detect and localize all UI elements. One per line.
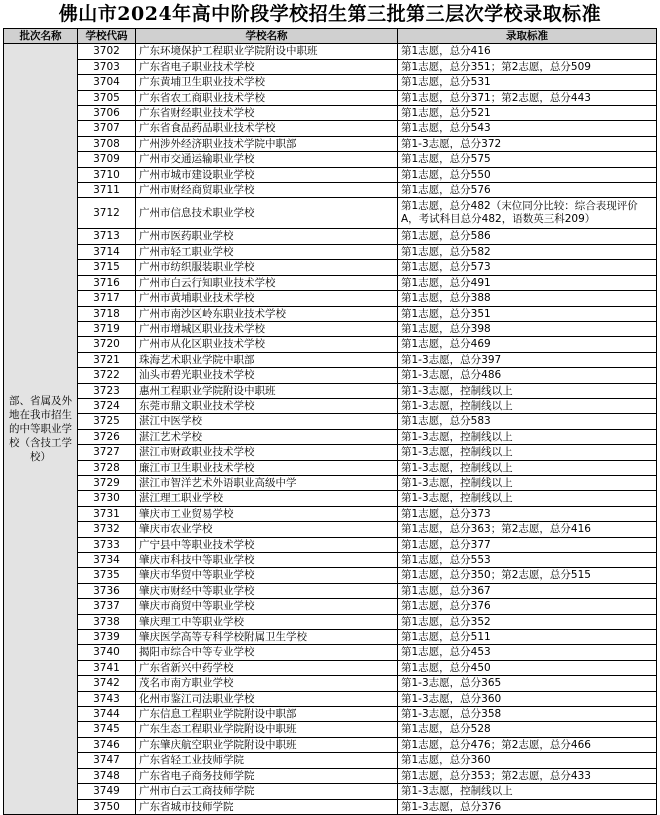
school-code-cell: 3704 [78, 75, 136, 90]
admission-standard-cell: 第1志愿，总分476；第2志愿，总分466 [398, 737, 657, 752]
school-name-cell: 广东省财经职业技术学校 [136, 106, 398, 121]
table-row [4, 337, 657, 352]
table-row [4, 522, 657, 537]
admission-standard-cell: 第1志愿，总分367 [398, 583, 657, 598]
school-name-cell: 广东省食品药品职业技术学校 [136, 121, 398, 136]
school-name-cell: 广州市从化区职业技术学校 [136, 337, 398, 352]
school-code-cell: 3732 [78, 522, 136, 537]
admission-standard-cell: 第1志愿，总分351 [398, 306, 657, 321]
school-code-cell: 3705 [78, 90, 136, 105]
table-row [4, 630, 657, 645]
table-row [4, 784, 657, 799]
admission-standard-cell: 第1-3志愿，总分360 [398, 691, 657, 706]
admission-standard-cell: 第1志愿，总分450 [398, 660, 657, 675]
school-name-cell: 肇庆市财经中等职业学校 [136, 583, 398, 598]
admission-standard-cell: 第1志愿，总分573 [398, 260, 657, 275]
school-name-cell: 广东环境保护工程职业学院附设中职班 [136, 44, 398, 59]
school-name-cell: 广州市增城区职业技术学校 [136, 321, 398, 336]
admission-standard-cell: 第1志愿，总分575 [398, 152, 657, 167]
admission-standard-cell: 第1志愿，总分350；第2志愿，总分515 [398, 568, 657, 583]
school-name-cell: 揭阳市综合中等专业学校 [136, 645, 398, 660]
school-code-cell: 3717 [78, 291, 136, 306]
admission-standard-cell: 第1志愿，总分482（末位同分比较：综合表现评价A，考试科目总分482，语数英三科209） [398, 198, 657, 229]
school-name-cell: 广州市纺织服装职业学校 [136, 260, 398, 275]
school-name-cell: 广州市财经商贸职业学校 [136, 183, 398, 198]
school-code-cell: 3729 [78, 475, 136, 490]
table-row [4, 475, 657, 490]
table-row [4, 599, 657, 614]
admission-standard-cell: 第1志愿，总分586 [398, 229, 657, 244]
school-name-cell: 广州涉外经济职业技术学院中职部 [136, 136, 398, 151]
batch-category-cell: 部、省属及外地在我市招生的中等职业学校（含技工学校） [4, 44, 78, 815]
school-code-cell: 3720 [78, 337, 136, 352]
table-row [4, 167, 657, 182]
school-code-cell: 3727 [78, 445, 136, 460]
admission-standard-cell: 第1志愿，总分531 [398, 75, 657, 90]
school-name-cell: 广州市交通运输职业学校 [136, 152, 398, 167]
school-name-cell: 湛江市财政职业技术学校 [136, 445, 398, 460]
header-school-name: 学校名称 [136, 29, 398, 44]
table-row [4, 59, 657, 74]
header-row [4, 29, 657, 44]
table-row [4, 691, 657, 706]
school-code-cell: 3743 [78, 691, 136, 706]
school-name-cell: 肇庆医学高等专科学校附属卫生学校 [136, 630, 398, 645]
admission-standard-cell: 第1志愿，总分511 [398, 630, 657, 645]
admission-standard-cell: 第1志愿，总分351；第2志愿，总分509 [398, 59, 657, 74]
admission-standard-cell: 第1志愿，总分550 [398, 167, 657, 182]
admission-standard-cell: 第1志愿，总分582 [398, 244, 657, 259]
school-code-cell: 3716 [78, 275, 136, 290]
school-name-cell: 湛江艺术学校 [136, 429, 398, 444]
table-row [4, 737, 657, 752]
table-row [4, 275, 657, 290]
admission-standard-cell: 第1志愿，总分353；第2志愿，总分433 [398, 768, 657, 783]
table-row [4, 660, 657, 675]
school-name-cell: 湛江中医学校 [136, 414, 398, 429]
table-row [4, 537, 657, 552]
school-code-cell: 3740 [78, 645, 136, 660]
admission-standard-cell: 第1-3志愿，总分486 [398, 368, 657, 383]
school-name-cell: 东莞市鼎文职业技术学校 [136, 398, 398, 413]
school-code-cell: 3750 [78, 799, 136, 814]
table-row [4, 136, 657, 151]
admission-standard-cell: 第1志愿，总分398 [398, 321, 657, 336]
admission-standard-cell: 第1志愿，总分388 [398, 291, 657, 306]
table-row [4, 414, 657, 429]
table-row [4, 291, 657, 306]
admission-standard-cell: 第1志愿，总分371；第2志愿，总分443 [398, 90, 657, 105]
school-name-cell: 广州市信息技术职业学校 [136, 198, 398, 229]
table-row [4, 44, 657, 59]
school-name-cell: 广州市南沙区岭东职业技术学校 [136, 306, 398, 321]
table-row [4, 398, 657, 413]
admission-standard-cell: 第1志愿，总分576 [398, 183, 657, 198]
table-row [4, 244, 657, 259]
school-name-cell: 广州市白云工商技师学院 [136, 784, 398, 799]
admission-standard-cell: 第1志愿，总分376 [398, 599, 657, 614]
admission-standard-cell: 第1志愿，总分453 [398, 645, 657, 660]
admission-standard-cell: 第1-3志愿，总分372 [398, 136, 657, 151]
admission-standard-cell: 第1-3志愿，总分358 [398, 707, 657, 722]
school-name-cell: 广东省新兴中药学校 [136, 660, 398, 675]
admission-standard-cell: 第1志愿，总分469 [398, 337, 657, 352]
school-code-cell: 3718 [78, 306, 136, 321]
school-code-cell: 3739 [78, 630, 136, 645]
admission-standard-cell: 第1志愿，总分377 [398, 537, 657, 552]
school-name-cell: 广东肇庆航空职业学院附设中职班 [136, 737, 398, 752]
school-code-cell: 3735 [78, 568, 136, 583]
table-row [4, 352, 657, 367]
school-code-cell: 3748 [78, 768, 136, 783]
school-code-cell: 3733 [78, 537, 136, 552]
table-row [4, 645, 657, 660]
school-code-cell: 3723 [78, 383, 136, 398]
school-name-cell: 湛江理工职业学校 [136, 491, 398, 506]
school-code-cell: 3712 [78, 198, 136, 229]
admission-standard-cell: 第1-3志愿，总分365 [398, 676, 657, 691]
admission-standard-cell: 第1-3志愿，控制线以上 [398, 784, 657, 799]
school-name-cell: 广州市城市建设职业学校 [136, 167, 398, 182]
school-name-cell: 惠州工程职业学院附设中职班 [136, 383, 398, 398]
header-code: 学校代码 [78, 29, 136, 44]
school-name-cell: 肇庆市科技中等职业学校 [136, 553, 398, 568]
table-row [4, 553, 657, 568]
table-row [4, 583, 657, 598]
table-row [4, 614, 657, 629]
admission-standard-cell: 第1志愿，总分491 [398, 275, 657, 290]
school-code-cell: 3749 [78, 784, 136, 799]
admission-standard-cell: 第1-3志愿，控制线以上 [398, 445, 657, 460]
school-code-cell: 3742 [78, 676, 136, 691]
school-code-cell: 3741 [78, 660, 136, 675]
admission-standard-cell: 第1-3志愿，总分397 [398, 352, 657, 367]
school-code-cell: 3730 [78, 491, 136, 506]
admission-standard-cell: 第1-3志愿，总分376 [398, 799, 657, 814]
table-row [4, 75, 657, 90]
admission-standard-cell: 第1志愿，总分352 [398, 614, 657, 629]
admission-standard-cell: 第1-3志愿，控制线以上 [398, 398, 657, 413]
school-code-cell: 3719 [78, 321, 136, 336]
school-code-cell: 3713 [78, 229, 136, 244]
school-code-cell: 3702 [78, 44, 136, 59]
school-name-cell: 肇庆市华贸中等职业学校 [136, 568, 398, 583]
school-name-cell: 广东省城市技师学院 [136, 799, 398, 814]
school-name-cell: 广宁县中等职业技术学校 [136, 537, 398, 552]
school-name-cell: 珠海艺术职业学院中职部 [136, 352, 398, 367]
admission-standard-cell: 第1志愿，总分583 [398, 414, 657, 429]
table-row [4, 460, 657, 475]
school-code-cell: 3737 [78, 599, 136, 614]
school-name-cell: 茂名市南方职业学校 [136, 676, 398, 691]
table-row [4, 568, 657, 583]
school-code-cell: 3747 [78, 753, 136, 768]
school-name-cell: 广东省电子职业技术学校 [136, 59, 398, 74]
admission-standard-cell: 第1-3志愿，控制线以上 [398, 460, 657, 475]
school-code-cell: 3710 [78, 167, 136, 182]
school-code-cell: 3711 [78, 183, 136, 198]
school-name-cell: 广州市白云行知职业技术学校 [136, 275, 398, 290]
school-code-cell: 3736 [78, 583, 136, 598]
school-code-cell: 3714 [78, 244, 136, 259]
admission-standard-cell: 第1志愿，总分363；第2志愿，总分416 [398, 522, 657, 537]
table-row [4, 152, 657, 167]
school-code-cell: 3725 [78, 414, 136, 429]
table-row [4, 368, 657, 383]
school-code-cell: 3731 [78, 506, 136, 521]
school-name-cell: 肇庆市商贸中等职业学校 [136, 599, 398, 614]
school-code-cell: 3734 [78, 553, 136, 568]
table-row [4, 321, 657, 336]
table-row [4, 90, 657, 105]
school-name-cell: 广东省农工商职业技术学校 [136, 90, 398, 105]
table-row [4, 260, 657, 275]
admission-standard-cell: 第1志愿，总分373 [398, 506, 657, 521]
school-name-cell: 廉江市卫生职业技术学校 [136, 460, 398, 475]
header-batch: 批次名称 [4, 29, 78, 44]
admission-standard-cell: 第1志愿，总分521 [398, 106, 657, 121]
admission-table [3, 28, 657, 815]
table-row [4, 198, 657, 229]
school-code-cell: 3703 [78, 59, 136, 74]
school-code-cell: 3721 [78, 352, 136, 367]
table-row [4, 707, 657, 722]
table-row [4, 445, 657, 460]
school-name-cell: 汕头市碧光职业技术学校 [136, 368, 398, 383]
admission-standard-cell: 第1-3志愿，控制线以上 [398, 429, 657, 444]
table-row [4, 799, 657, 814]
page-title: 佛山市2024年高中阶段学校招生第三批第三层次学校录取标准 [58, 3, 602, 25]
school-name-cell: 化州市鉴江司法职业学校 [136, 691, 398, 706]
school-name-cell: 广东省轻工业技师学院 [136, 753, 398, 768]
school-name-cell: 广东生态工程职业学院附设中职班 [136, 722, 398, 737]
school-code-cell: 3726 [78, 429, 136, 444]
school-code-cell: 3738 [78, 614, 136, 629]
header-standard: 录取标准 [398, 29, 657, 44]
table-row [4, 429, 657, 444]
admission-standard-cell: 第1志愿，总分360 [398, 753, 657, 768]
table-row [4, 676, 657, 691]
table-row [4, 183, 657, 198]
school-name-cell: 广东信息工程职业学院附设中职部 [136, 707, 398, 722]
school-code-cell: 3744 [78, 707, 136, 722]
school-name-cell: 肇庆市工业贸易学校 [136, 506, 398, 521]
school-code-cell: 3745 [78, 722, 136, 737]
school-name-cell: 广州市医药职业学校 [136, 229, 398, 244]
school-name-cell: 广州市轻工职业学校 [136, 244, 398, 259]
school-name-cell: 广州市黄埔职业技术学校 [136, 291, 398, 306]
school-code-cell: 3707 [78, 121, 136, 136]
table-row [4, 106, 657, 121]
school-code-cell: 3706 [78, 106, 136, 121]
school-name-cell: 肇庆市农业学校 [136, 522, 398, 537]
admission-standard-cell: 第1志愿，总分528 [398, 722, 657, 737]
admission-standard-cell: 第1-3志愿，控制线以上 [398, 491, 657, 506]
admission-standard-cell: 第1-3志愿，控制线以上 [398, 383, 657, 398]
table-row [4, 383, 657, 398]
school-code-cell: 3708 [78, 136, 136, 151]
school-name-cell: 肇庆理工中等职业学校 [136, 614, 398, 629]
table-row [4, 506, 657, 521]
admission-standard-cell: 第1志愿，总分543 [398, 121, 657, 136]
table-row [4, 753, 657, 768]
admission-standard-cell: 第1志愿，总分553 [398, 553, 657, 568]
table-row [4, 768, 657, 783]
school-name-cell: 湛江市智洋艺术外语职业高级中学 [136, 475, 398, 490]
school-code-cell: 3746 [78, 737, 136, 752]
table-row [4, 491, 657, 506]
admission-standard-cell: 第1-3志愿，控制线以上 [398, 475, 657, 490]
school-code-cell: 3709 [78, 152, 136, 167]
table-row [4, 306, 657, 321]
table-row [4, 229, 657, 244]
table-body [4, 44, 657, 815]
school-name-cell: 广东省电子商务技师学院 [136, 768, 398, 783]
admission-standard-cell: 第1志愿，总分416 [398, 44, 657, 59]
school-code-cell: 3715 [78, 260, 136, 275]
school-code-cell: 3728 [78, 460, 136, 475]
school-name-cell: 广东黄埔卫生职业技术学校 [136, 75, 398, 90]
table-row [4, 722, 657, 737]
school-code-cell: 3722 [78, 368, 136, 383]
school-code-cell: 3724 [78, 398, 136, 413]
table-row [4, 121, 657, 136]
